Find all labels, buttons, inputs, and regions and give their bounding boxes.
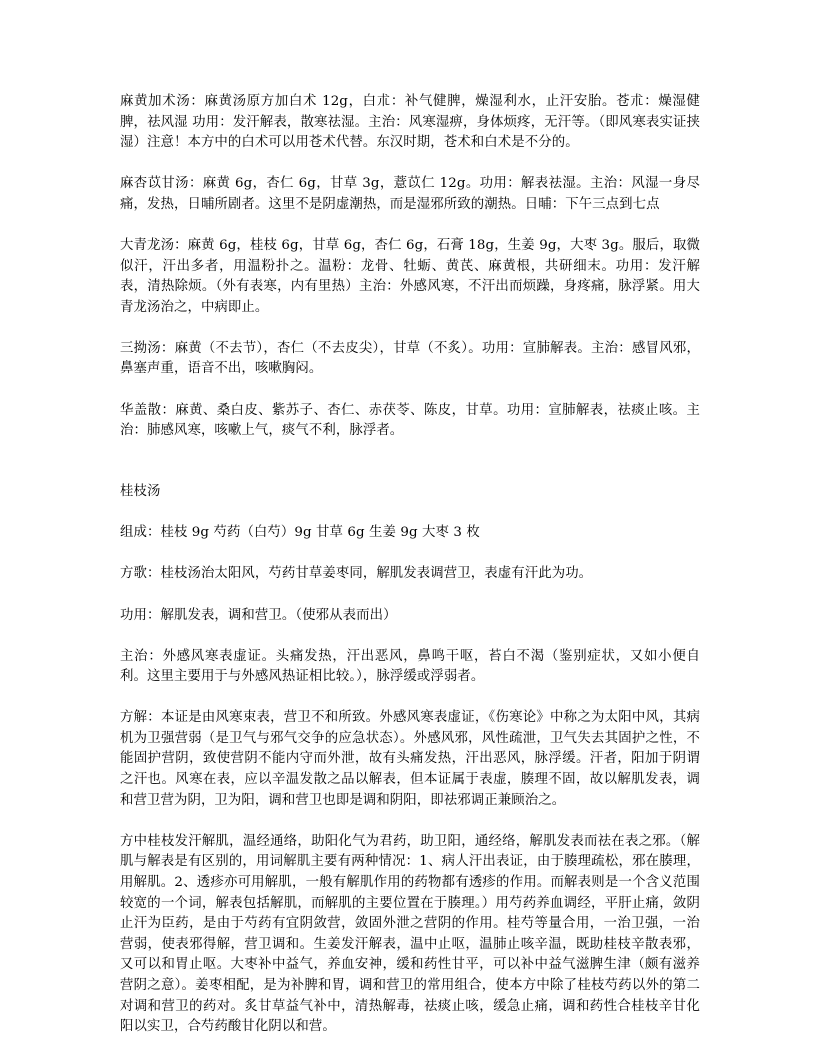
paragraph-indications: 主治：外感风寒表虚证。头痛发热，汗出恶风，鼻鸣干呕，苔白不渴（鉴别症状，又如小便自利。这里主要用于与外感风热证相比较。），脉浮缓或浮弱者。: [120, 648, 700, 685]
paragraph-maxing-yigan-tang: 麻杏苡甘汤：麻黄 6g，杏仁 6g，甘草 3g，薏苡仁 12g。功用：解表祛湿。主治：风湿一身尽痛，发热，日晡所剧者。这里不是阴虚潮热，而是湿邪所致的潮热。日晡：下午三点到七点: [120, 176, 700, 212]
paragraph-huagai-san: 华盖散：麻黄、桑白皮、紫苏子、杏仁、赤茯苓、陈皮，甘草。功用：宣肺解表，祛痰止咳。主治：肺感风寒，咳嗽上气，痰气不利，脉浮者。: [120, 402, 700, 439]
paragraph-formula-explanation: 方解：本证是由风寒束表，营卫不和所致。外感风寒表虚证，《伤寒论》中称之为太阳中风，其病机为卫强营弱（是卫气与邪气交争的应急状态）。外感风邪，风性疏泄，卫气失去其固护之性，不能固护营阴，致使营阴不能内守而外泄，故有头痛发热，汗出恶风，脉浮缓。汗者，阳加于阴谓之汗也。风寒在表，应以辛温发散之品以解表，但本证属于表虚，腠理不固，故以解肌发表，调和营卫营为阴，卫为阳，调和营卫也即是调和阴阳，即祛邪调正兼顾治之。: [120, 710, 700, 808]
paragraph-sanao-tang: 三拗汤：麻黄（不去节），杏仁（不去皮尖），甘草（不炙）。功用：宣肺解表。主治：感冒风邪，鼻塞声重，语音不出，咳嗽胸闷。: [120, 340, 700, 377]
document-page: [120, 92, 700, 1058]
section-spacer: [120, 462, 700, 482]
paragraph-formula-song: 方歌：桂枝汤治太阳风，芍药甘草姜枣同，解肌发表调营卫，表虚有汗此为功。: [120, 566, 593, 582]
paragraph-daqinglong-tang: 大青龙汤：麻黄 6g，桂枝 6g，甘草 6g，杏仁 6g，石膏 18g，生姜 9g，大枣 3g。服后，取微似汗，汗出多者，用温粉扑之。温粉：龙骨、牡蛎、黄芪、麻黄根，共研细末。功用：发汗解表，清热除烦。（外有表寒，内有里热）主治：外感风寒，不汗出而烦躁，身疼痛，脉浮紧。用大青龙汤治之，中病即止。: [120, 237, 700, 315]
paragraph-function: 功用：解肌发表，调和营卫。（使邪从表而出）: [120, 607, 397, 623]
paragraph-herb-analysis: 方中桂枝发汗解肌，温经通络，助阳化气为君药，助卫阳，通经络，解肌发表而祛在表之邪。（解肌与解表是有区别的，用词解肌主要有两种情况：1、病人汗出表证，由于腠理疏松，邪在腠理，用解肌。2、透疹亦可用解肌，一般有解肌作用的药物都有透疹的作用。而解表则是一个含义范围较宽的一个词，解表包括解肌，而解肌的主要位置在于腠理。）用芍药养血调经，平肝止痛，敛阴止汗为臣药，是由于芍药有宜阴敛营，敛固外泄之营阴的作用。桂芍等量合用，一治卫强，一治营弱，使表邪得解，营卫调和。生姜发汗解表，温中止呕，温肺止咳辛温，既助桂枝辛散表邪，又可以和胃止呕。大枣补中益气，养血安神，缓和药性甘平，可以补中益气滋脾生津（颇有滋养营阴之意）。姜枣相配，是为补脾和胃，调和营卫的常用组合，使本方中除了桂枝芍药以外的第二对调和营卫的药对。炙甘草益气补中，清热解毒，祛痰止咳，缓急止痛，调和药性合桂枝辛甘化阳以实卫，合芍药酸甘化阴以和营。: [120, 833, 700, 1035]
section-title-guizhi-tang: 桂枝汤: [120, 484, 161, 500]
paragraph-composition: 组成：桂枝 9g 芍药（白芍）9g 甘草 6g 生姜 9g 大枣 3 枚: [120, 525, 480, 541]
paragraph-mahuang-jiazhu-tang: 麻黄加术汤：麻黄汤原方加白术 12g，白朮：补气健脾，燥湿利水，止汗安胎。苍朮：燥湿健脾，祛风湿 功用：发汗解表，散寒祛湿。主治：风寒湿痹，身体烦疼，无汗等。（即风寒表实证挟湿）注意！本方中的白术可以用苍术代替。东汉时期，苍术和白术是不分的。: [120, 94, 700, 151]
